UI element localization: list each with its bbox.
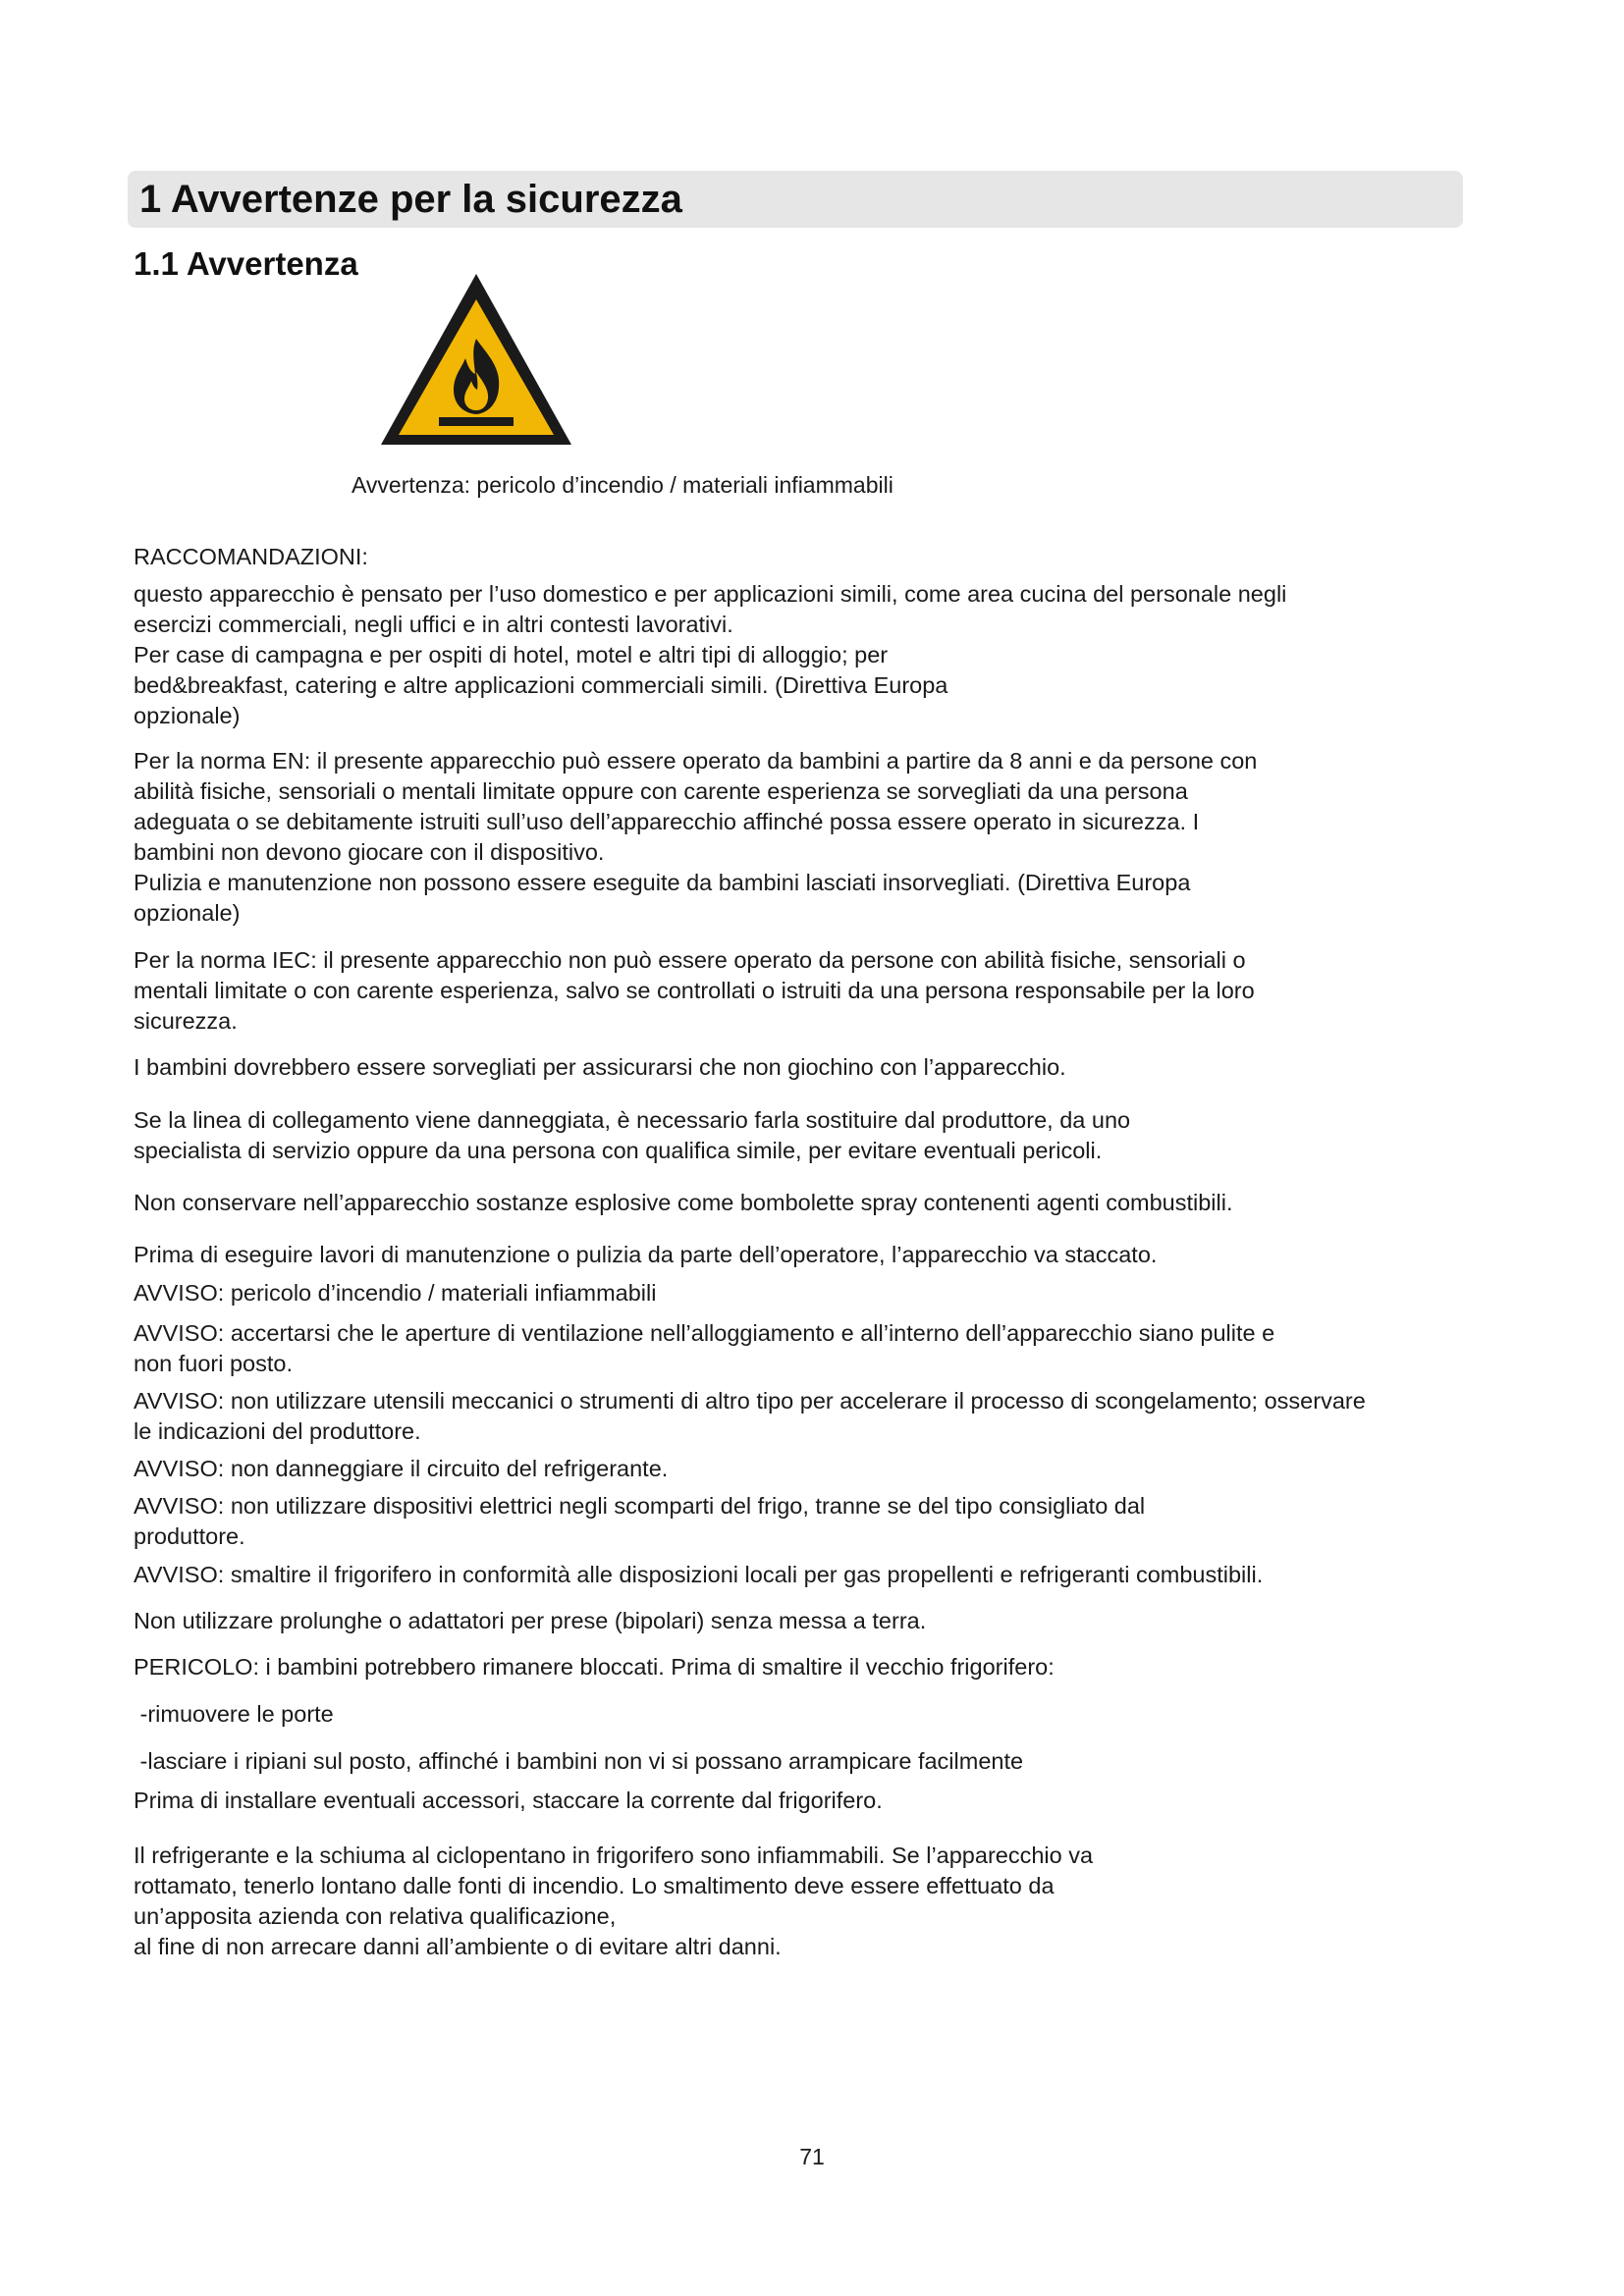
notice-fire-risk <box>134 1278 656 1308</box>
text-line: Non utilizzare prolunghe o adattatori per prese (bipolari) senza messa a terra. <box>134 1608 927 1633</box>
text-line: AVVISO: non danneggiare il circuito del refrigerante. <box>134 1456 669 1481</box>
text-line: AVVISO: non utilizzare utensili meccanici o strumenti di altro tipo per accelerare il processo di scongelamento; osservare <box>134 1388 1366 1414</box>
notice-refrigerant-circuit <box>134 1454 668 1484</box>
text-line: I bambini dovrebbero essere sorvegliati per assicurarsi che non giochino con l’apparecchio. <box>134 1054 1066 1080</box>
text-line: Non conservare nell’apparecchio sostanze esplosive come bombolette spray contenenti agenti combustibili. <box>134 1190 1233 1215</box>
text-line: Per case di campagna e per ospiti di hotel, motel e altri tipi di alloggio; per <box>134 642 889 667</box>
text-line: opzionale) <box>134 900 241 926</box>
paragraph-en-norm <box>134 746 1257 929</box>
subsection-heading: 1.1 Avvertenza <box>134 245 358 282</box>
text-line: AVVISO: non utilizzare dispositivi elettrici negli scomparti del frigo, tranne se del tipo consigliato dal <box>134 1493 1146 1519</box>
text-line: Prima di installare eventuali accessori, staccare la corrente dal frigorifero. <box>134 1788 883 1813</box>
text-line: Il refrigerante e la schiuma al ciclopentano in frigorifero sono infiammabili. Se l’apparecchio va <box>134 1842 1094 1868</box>
paragraph-maintenance <box>134 1240 1157 1270</box>
text-line: -rimuovere le porte <box>134 1701 334 1727</box>
text-line: AVVISO: accertarsi che le aperture di ventilazione nell’alloggiamento e all’interno dell’apparecchio siano pulite e <box>134 1320 1275 1346</box>
text-line: Prima di eseguire lavori di manutenzione o pulizia da parte dell’operatore, l’apparecchio va staccato. <box>134 1242 1158 1267</box>
text-line: rottamato, tenerlo lontano dalle fonti di incendio. Lo smaltimento deve essere effettuato da <box>134 1873 1055 1898</box>
text-line: questo apparecchio è pensato per l’uso domestico e per applicazioni simili, come area cucina del personale negli <box>134 581 1287 607</box>
flame-base <box>439 417 514 426</box>
text-line: Pulizia e manutenzione non possono essere eseguite da bambini lasciati insorvegliati. (Direttiva Europa <box>134 870 1191 895</box>
list-item-remove-doors <box>134 1699 334 1730</box>
text-line: AVVISO: pericolo d’incendio / materiali infiammabili <box>134 1280 657 1306</box>
text-line: non fuori posto. <box>134 1351 293 1376</box>
recommendations-title <box>134 542 368 572</box>
notice-defrosting <box>134 1386 1366 1447</box>
text-line: Per la norma IEC: il presente apparecchio non può essere operato da persone con abilità fisiche, sensoriali o <box>134 947 1246 973</box>
text-line: AVVISO: smaltire il frigorifero in conformità alle disposizioni locali per gas propellenti e refrigeranti combustibili. <box>134 1562 1264 1587</box>
warning-caption: Avvertenza: pericolo d’incendio / materiali infiammabili <box>352 472 893 498</box>
text-line: Se la linea di collegamento viene danneggiata, è necessario farla sostituire dal produttore, da uno <box>134 1107 1131 1133</box>
paragraph-power-cord <box>134 1105 1130 1166</box>
paragraph-intended-use <box>134 579 1286 731</box>
paragraph-iec-norm <box>134 945 1255 1037</box>
text-line: PERICOLO: i bambini potrebbero rimanere bloccati. Prima di smaltire il vecchio frigorifero: <box>134 1654 1055 1680</box>
flammable-warning-icon <box>377 270 575 449</box>
text-line: Per la norma EN: il presente apparecchio può essere operato da bambini a partire da 8 anni e da persone con <box>134 748 1258 774</box>
text-line: -lasciare i ripiani sul posto, affinché i bambini non vi si possano arrampicare facilmente <box>134 1748 1024 1774</box>
text-line: bambini non devono giocare con il dispositivo. <box>134 839 605 865</box>
text-line: un’apposita azienda con relativa qualificazione, <box>134 1903 617 1929</box>
section-heading-bar <box>128 171 1463 228</box>
paragraph-flammable-refrigerant <box>134 1841 1093 1962</box>
text-line: al fine di non arrecare danni all’ambiente o di evitare altri danni. <box>134 1934 782 1959</box>
text-line: esercizi commerciali, negli uffici e in altri contesti lavorativi. <box>134 612 733 637</box>
text-line: specialista di servizio oppure da una persona con qualifica simile, per evitare eventuali pericoli. <box>134 1138 1103 1163</box>
text-line: bed&breakfast, catering e altre applicazioni commerciali simili. (Direttiva Europa <box>134 672 948 698</box>
text-line: produttore. <box>134 1523 245 1549</box>
notice-electrical-devices <box>134 1491 1145 1552</box>
list-item-leave-shelves <box>134 1746 1023 1777</box>
notice-disposal <box>134 1560 1263 1590</box>
paragraph-extension-cords <box>134 1606 926 1636</box>
text-line: RACCOMANDAZIONI: <box>134 544 368 569</box>
section-heading: 1 Avvertenze per la sicurezza <box>139 178 682 221</box>
text-line: opzionale) <box>134 703 241 728</box>
paragraph-accessories <box>134 1786 883 1816</box>
text-line: le indicazioni del produttore. <box>134 1418 421 1444</box>
paragraph-children-supervision <box>134 1052 1066 1083</box>
text-line: adeguata o se debitamente istruiti sull’uso dell’apparecchio affinché possa essere operato in sicurezza. I <box>134 809 1200 834</box>
text-line: abilità fisiche, sensoriali o mentali limitate oppure con carente esperienza se sorvegliati da una persona <box>134 778 1188 804</box>
page-number: 71 <box>799 2144 825 2169</box>
danger-children-trapped <box>134 1652 1055 1682</box>
text-line: sicurezza. <box>134 1008 238 1034</box>
paragraph-explosives <box>134 1188 1233 1218</box>
text-line: mentali limitate o con carente esperienza, salvo se controllati o istruiti da una persona responsabile per la loro <box>134 978 1255 1003</box>
notice-ventilation <box>134 1318 1274 1379</box>
